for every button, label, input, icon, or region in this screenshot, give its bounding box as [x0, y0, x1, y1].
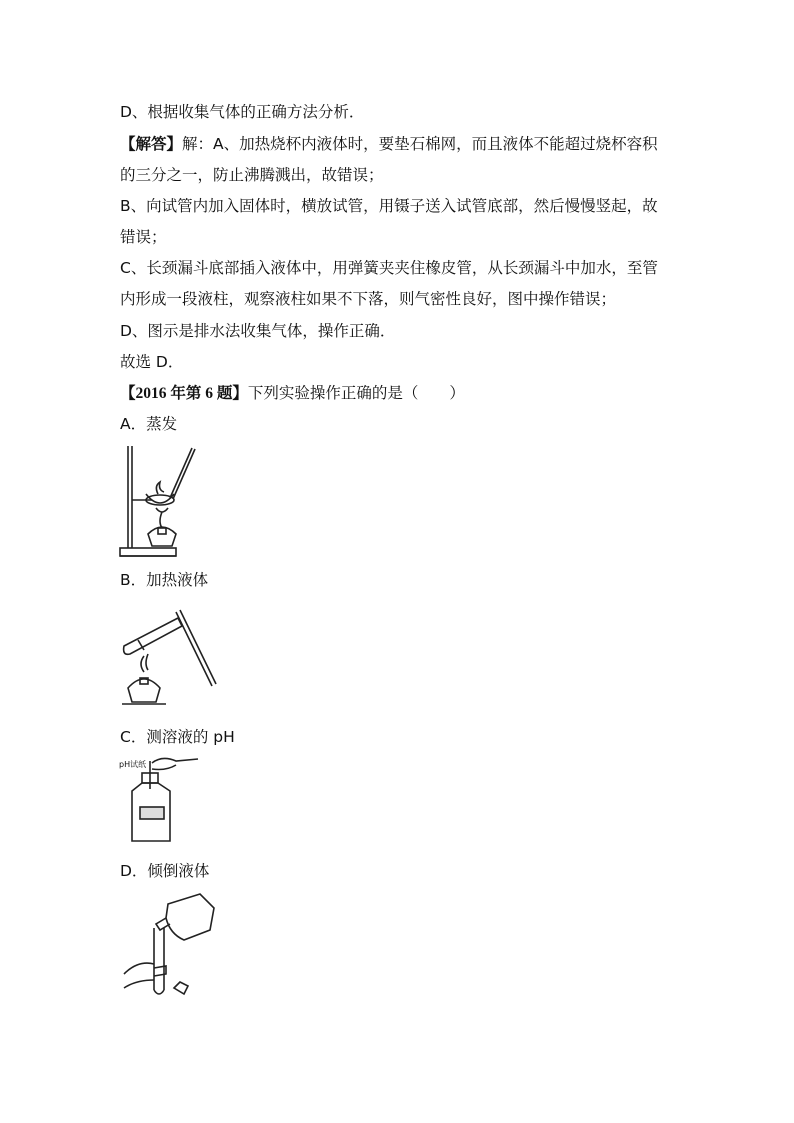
answer-line-c-cont: 内形成一段液柱，观察液柱如果不下落，则气密性良好，图中操作错误；	[120, 290, 617, 308]
figure-ph-test	[118, 755, 200, 843]
question-line	[120, 383, 465, 404]
answer-line-c: C、长颈漏斗底部插入液体中，用弹簧夹夹住橡皮管，从长颈漏斗中加水，至管	[120, 259, 658, 277]
answer-conclusion: 故选 D．	[120, 353, 184, 371]
option-d-label: D．倾倒液体	[120, 862, 210, 880]
question-stem: 下列实验操作正确的是（ ）	[247, 384, 465, 402]
figure-heating-liquid	[118, 600, 218, 708]
analysis-line-d: D、根据收集气体的正确方法分析．	[120, 103, 365, 121]
ph-paper-label: pH试纸	[119, 760, 147, 769]
answer-line-a-cont: 的三分之一，防止沸腾溅出，故错误；	[120, 166, 384, 184]
question-tag: 【2016 年第 6 题】	[120, 385, 248, 402]
figure-evaporation	[118, 442, 208, 560]
answer-line-b-cont: 错误；	[120, 228, 167, 246]
option-c-label: C．测溶液的 pH	[120, 728, 235, 746]
option-a-label: A．蒸发	[120, 415, 178, 433]
answer-line-d: D、图示是排水法收集气体，操作正确．	[120, 322, 396, 340]
option-b-label: B．加热液体	[120, 571, 209, 589]
answer-text-a: 解：A、加热烧杯内液体时，要垫石棉网，而且液体不能超过烧杯容积	[182, 135, 658, 153]
answer-line-a	[120, 134, 658, 154]
figure-pouring-liquid	[118, 890, 218, 1002]
answer-tag: 【解答】	[120, 135, 183, 153]
answer-line-b: B、向试管内加入固体时，横放试管，用镊子送入试管底部，然后慢慢竖起，故	[120, 197, 658, 215]
